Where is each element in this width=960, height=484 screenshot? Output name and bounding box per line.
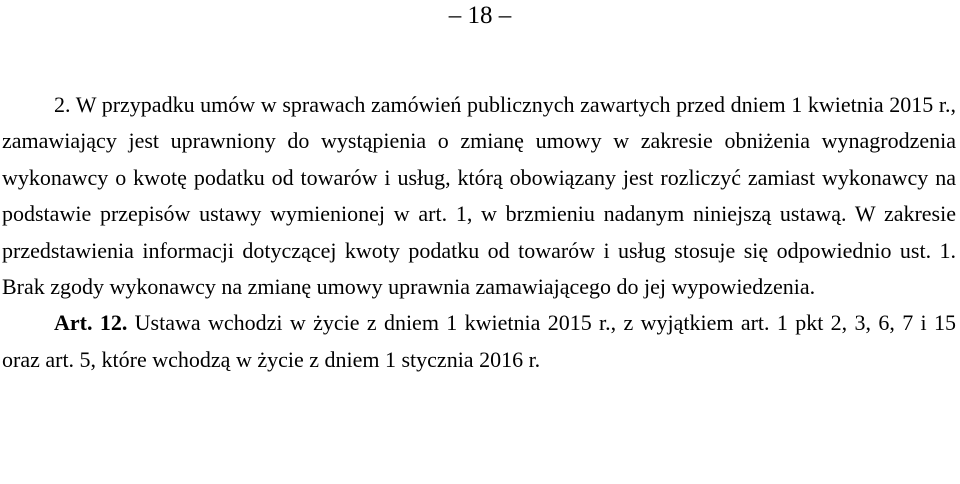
page-number: – 18 – bbox=[448, 2, 512, 29]
paragraph-article-12 bbox=[2, 305, 956, 378]
article-label: Art. 12. bbox=[54, 310, 128, 336]
paragraph-section-2: 2. W przypadku umów w sprawach zamówień publicznych zawartych przed dniem 1 kwietnia 2015 r., zamawiający jest uprawniony do wystąpienia o zmianę umowy w zakresie obniżenia wynagrodzenia wykonawcy o kwotę podatku od towarów i usług, którą obowiązany jest rozliczyć zamiast wykonawcy na podstawie przepisów ustawy wymienionej w art. 1, w brzmieniu nadanym niniejszą ustawą. W zakresie przedstawienia informacji dotyczącej kwoty podatku od towarów i usług stosuje się odpowiednio ust. 1. Brak zgody wykonawcy na zmianę umowy uprawnia zamawiającego do jej wypowiedzenia. bbox=[2, 92, 956, 300]
document-body bbox=[2, 87, 956, 378]
article-text: Ustawa wchodzi w życie z dniem 1 kwietnia 2015 r., z wyjątkiem art. 1 pkt 2, 3, 6, 7 i 15 oraz art. 5, które wchodzą w życie z dniem 1 stycznia 2016 r. bbox=[2, 310, 956, 372]
